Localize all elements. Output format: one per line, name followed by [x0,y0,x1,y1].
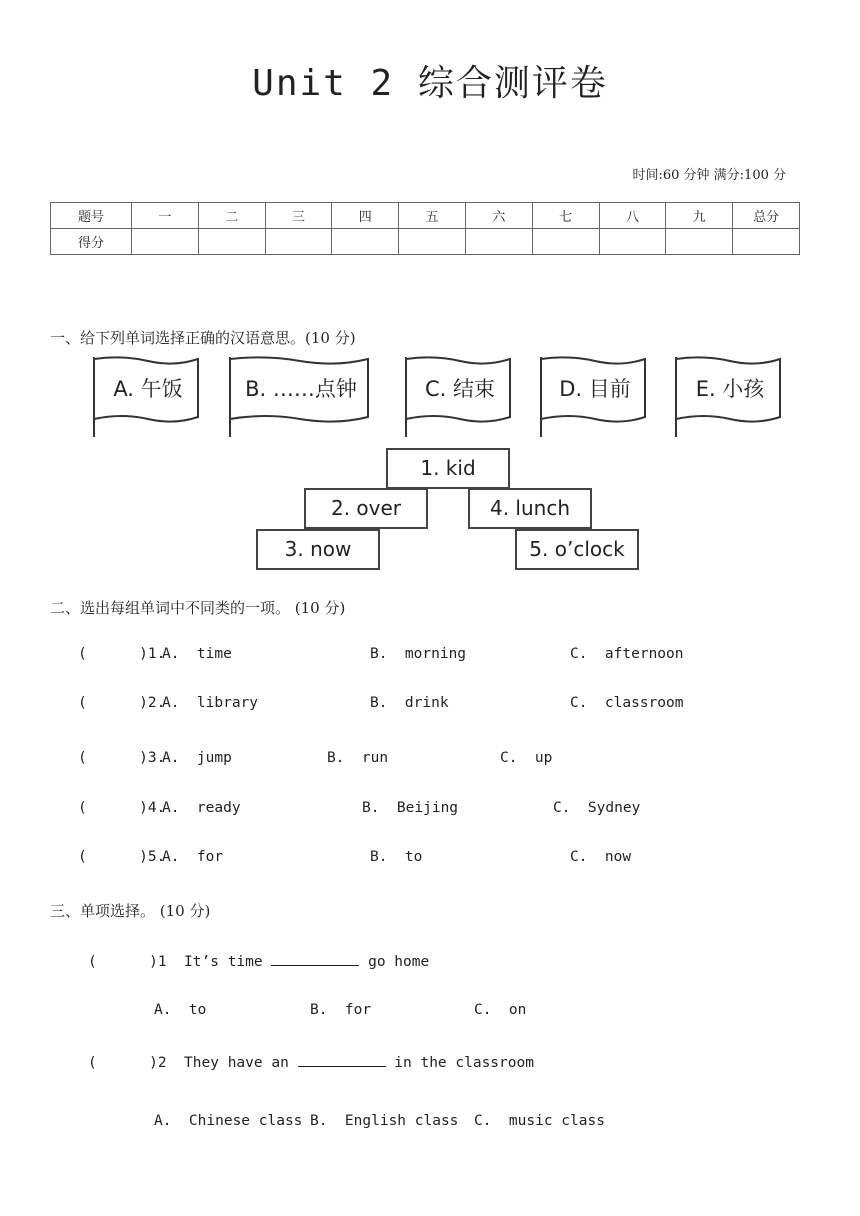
option-b: B. for [310,1002,372,1018]
score-input-cell[interactable] [666,229,733,255]
section-3-heading: 三、单项选择。 (10 分) [50,902,211,920]
word-box: 4. lunch [468,488,592,529]
flag-option [674,355,782,437]
table-cell: 九 [666,203,733,229]
answer-blank[interactable] [271,951,359,966]
table-cell: 七 [532,203,599,229]
answer-blank[interactable] [298,1052,386,1067]
question-number[interactable]: ( )3. [78,750,166,766]
score-input-cell[interactable] [132,229,199,255]
question-number[interactable]: ( )1. [78,646,166,662]
question-number[interactable]: ( )1 [88,954,167,970]
table-cell: 六 [465,203,532,229]
score-table-header-row [51,203,800,229]
option-a: A. for [162,849,224,865]
stem-before: They have an [184,1055,289,1071]
flag-label: B. ……点钟 [245,377,357,401]
question-number[interactable]: ( )2. [78,695,166,711]
score-input-cell[interactable] [532,229,599,255]
option-c: C. up [500,750,553,766]
option-b: B. English class [310,1113,459,1129]
option-c: C. on [474,1002,527,1018]
option-c: C. classroom [570,695,684,711]
question-number[interactable]: ( )2 [88,1055,167,1071]
score-input-cell[interactable] [399,229,466,255]
table-cell: 题号 [51,203,132,229]
word-box: 3. now [256,529,380,570]
question-number[interactable]: ( )5. [78,849,166,865]
option-c: C. now [570,849,632,865]
question-stem [88,1052,534,1071]
option-c: C. Sydney [553,800,641,816]
page-title: Unit 2 综合测评卷 [252,63,608,104]
word-box: 5. o’clock [515,529,639,570]
exam-meta: 时间:60 分钟 满分:100 分 [632,168,786,183]
option-b: B. morning [370,646,467,662]
score-table [50,202,800,255]
flag-option [404,355,512,437]
flag-options [86,355,786,445]
table-cell: 八 [599,203,666,229]
option-b: B. drink [370,695,449,711]
section-1-heading: 一、给下列单词选择正确的汉语意思。(10 分) [50,329,356,347]
table-cell: 四 [332,203,399,229]
score-input-cell[interactable] [332,229,399,255]
word-box: 2. over [304,488,428,529]
option-a: A. time [162,646,232,662]
flag-label: E. 小孩 [695,377,765,401]
option-a: A. jump [162,750,232,766]
score-input-cell[interactable] [599,229,666,255]
score-input-cell[interactable] [198,229,265,255]
table-cell: 五 [399,203,466,229]
flag-label: D. 目前 [559,377,631,401]
score-input-cell[interactable] [465,229,532,255]
table-cell: 得分 [51,229,132,255]
option-b: B. to [370,849,423,865]
score-input-cell[interactable] [265,229,332,255]
option-b: B. Beijing [362,800,459,816]
option-c: C. music class [474,1113,605,1129]
word-box: 1. kid [386,448,510,489]
option-a: A. ready [162,800,241,816]
question-number[interactable]: ( )4. [78,800,166,816]
flag-label: C. 结束 [424,377,495,401]
option-a: A. library [162,695,259,711]
table-cell: 一 [132,203,199,229]
flag-option [539,355,647,437]
flag-option [92,355,200,437]
section-2-heading: 二、选出每组单词中不同类的一项。 (10 分) [50,599,346,617]
table-cell: 二 [198,203,265,229]
option-c: C. afternoon [570,646,684,662]
option-a: A. Chinese class [154,1113,303,1129]
option-a: A. to [154,1002,207,1018]
table-cell: 总分 [733,203,800,229]
flag-option [228,355,370,437]
stem-after: go home [368,954,430,970]
table-cell: 三 [265,203,332,229]
option-b: B. run [327,750,389,766]
score-input-cell[interactable] [733,229,800,255]
question-stem [88,951,429,970]
stem-after: in the classroom [394,1055,534,1071]
score-table-score-row [51,229,800,255]
stem-before: It’s time [184,954,263,970]
flag-label: A. 午饭 [113,377,183,401]
